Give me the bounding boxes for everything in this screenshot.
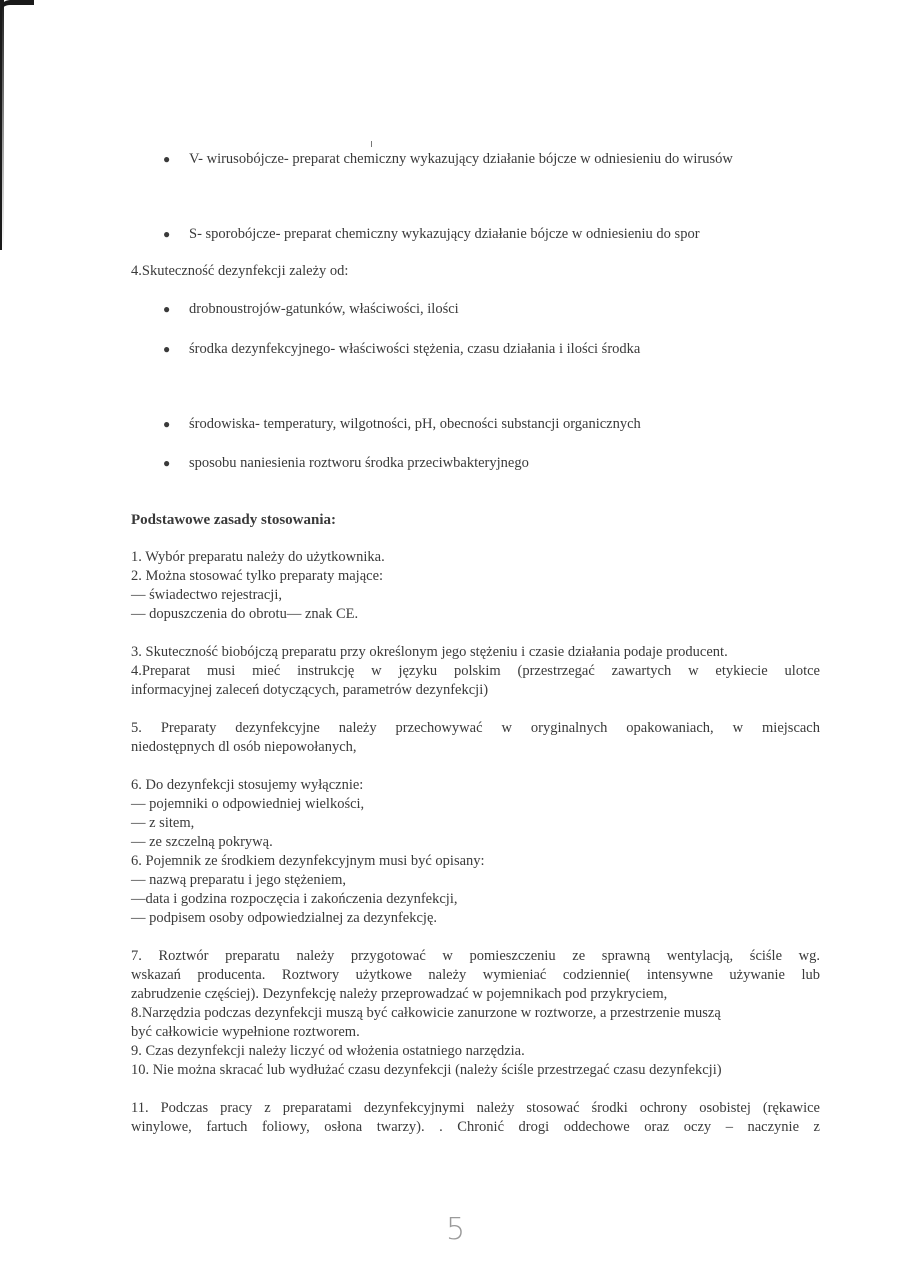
rule-line: 1. Wybór preparatu należy do użytkownika. <box>131 549 385 565</box>
bullet-dot: ● <box>163 342 171 356</box>
rule-line: 6. Do dezynfekcji stosujemy wyłącznie: <box>131 777 364 793</box>
section4-item: drobnoustrojów-gatunków, właściwości, ilości <box>189 301 459 317</box>
bullet-dot: ● <box>163 302 171 316</box>
scan-edge-shadow <box>0 0 4 250</box>
rule-line: — świadectwo rejestracji, <box>131 587 282 603</box>
scan-corner-mark <box>0 0 34 250</box>
scan-speck <box>371 141 372 147</box>
rule-line: 7. Roztwór preparatu należy przygotować w pomieszczeniu ze sprawną wentylacją, ściśle wg. <box>131 948 820 964</box>
rule-line: — pojemniki o odpowiedniej wielkości, <box>131 796 365 812</box>
bullet-dot: ● <box>163 417 171 431</box>
rule-line: — podpisem osoby odpowiedzialnej za dezynfekcję. <box>131 910 438 926</box>
rule-line: zabrudzenie częściej). Dezynfekcję należy przeprowadzać w pojemnikach pod przykryciem, <box>131 986 668 1002</box>
rule-line: 9. Czas dezynfekcji należy liczyć od włożenia ostatniego narzędzia. <box>131 1043 525 1059</box>
bullet-dot: ● <box>163 152 171 166</box>
rule-line: winylowe, fartuch foliowy, osłona twarzy). . Chronić drogi oddechowe oraz oczy – naczynie z <box>131 1119 820 1135</box>
rule-line: informacyjnej zaleceń dotyczących, parametrów dezynfekcji) <box>131 682 489 698</box>
bullet-dot: ● <box>163 456 171 470</box>
rule-line: wskazań producenta. Roztwory użytkowe należy wymieniać codziennie( intensywne używanie lub <box>131 967 820 983</box>
rule-line: — z sitem, <box>131 815 195 831</box>
bullet-dot: ● <box>163 227 171 241</box>
rule-line: 3. Skuteczność biobójczą preparatu przy określonym jego stężeniu i czasie działania podaje producent. <box>131 644 728 660</box>
rule-line: 5. Preparaty dezynfekcyjne należy przechowywać w oryginalnych opakowaniach, w miejscach <box>131 720 820 736</box>
section4-item: środka dezynfekcyjnego- właściwości stężenia, czasu działania i ilości środka <box>189 341 641 357</box>
rule-line: — dopuszczenia do obrotu— znak CE. <box>131 606 359 622</box>
rule-line: 4.Preparat musi mieć instrukcję w języku polskim (przestrzegać zawartych w etykiecie ulotce <box>131 663 820 679</box>
rules-heading: Podstawowe zasady stosowania: <box>131 512 337 528</box>
rule-line: — ze szczelną pokrywą. <box>131 834 273 850</box>
rule-line: — nazwą preparatu i jego stężeniem, <box>131 872 346 888</box>
rule-line: być całkowicie wypełnione roztworem. <box>131 1024 360 1040</box>
section4-title: 4.Skuteczność dezynfekcji zależy od: <box>131 263 349 279</box>
section4-item: środowiska- temperatury, wilgotności, pH, obecności substancji organicznych <box>189 416 641 432</box>
rule-line: 10. Nie można skracać lub wydłużać czasu dezynfekcji (należy ściśle przestrzegać czasu dezynfekcji) <box>131 1062 722 1078</box>
page-number: 5 <box>446 1212 466 1247</box>
rule-line: 8.Narzędzia podczas dezynfekcji muszą być całkowicie zanurzone w roztworze, a przestrzenie muszą <box>131 1005 721 1021</box>
rule-line: —data i godzina rozpoczęcia i zakończenia dezynfekcji, <box>131 891 458 907</box>
rule-line: niedostępnych dl osób niepowołanych, <box>131 739 357 755</box>
bullet-virucidal: V- wirusobójcze- preparat chemiczny wykazujący działanie bójcze w odniesieniu do wirusów <box>189 151 733 167</box>
rule-line: 11. Podczas pracy z preparatami dezynfekcyjnymi należy stosować środki ochrony osobistej (rękawice <box>131 1100 820 1116</box>
rule-line: 6. Pojemnik ze środkiem dezynfekcyjnym musi być opisany: <box>131 853 485 869</box>
rule-line: 2. Można stosować tylko preparaty mające: <box>131 568 384 584</box>
bullet-sporicidal: S- sporobójcze- preparat chemiczny wykazujący działanie bójcze w odniesieniu do spor <box>189 226 700 242</box>
section4-item: sposobu naniesienia roztworu środka przeciwbakteryjnego <box>189 455 529 471</box>
